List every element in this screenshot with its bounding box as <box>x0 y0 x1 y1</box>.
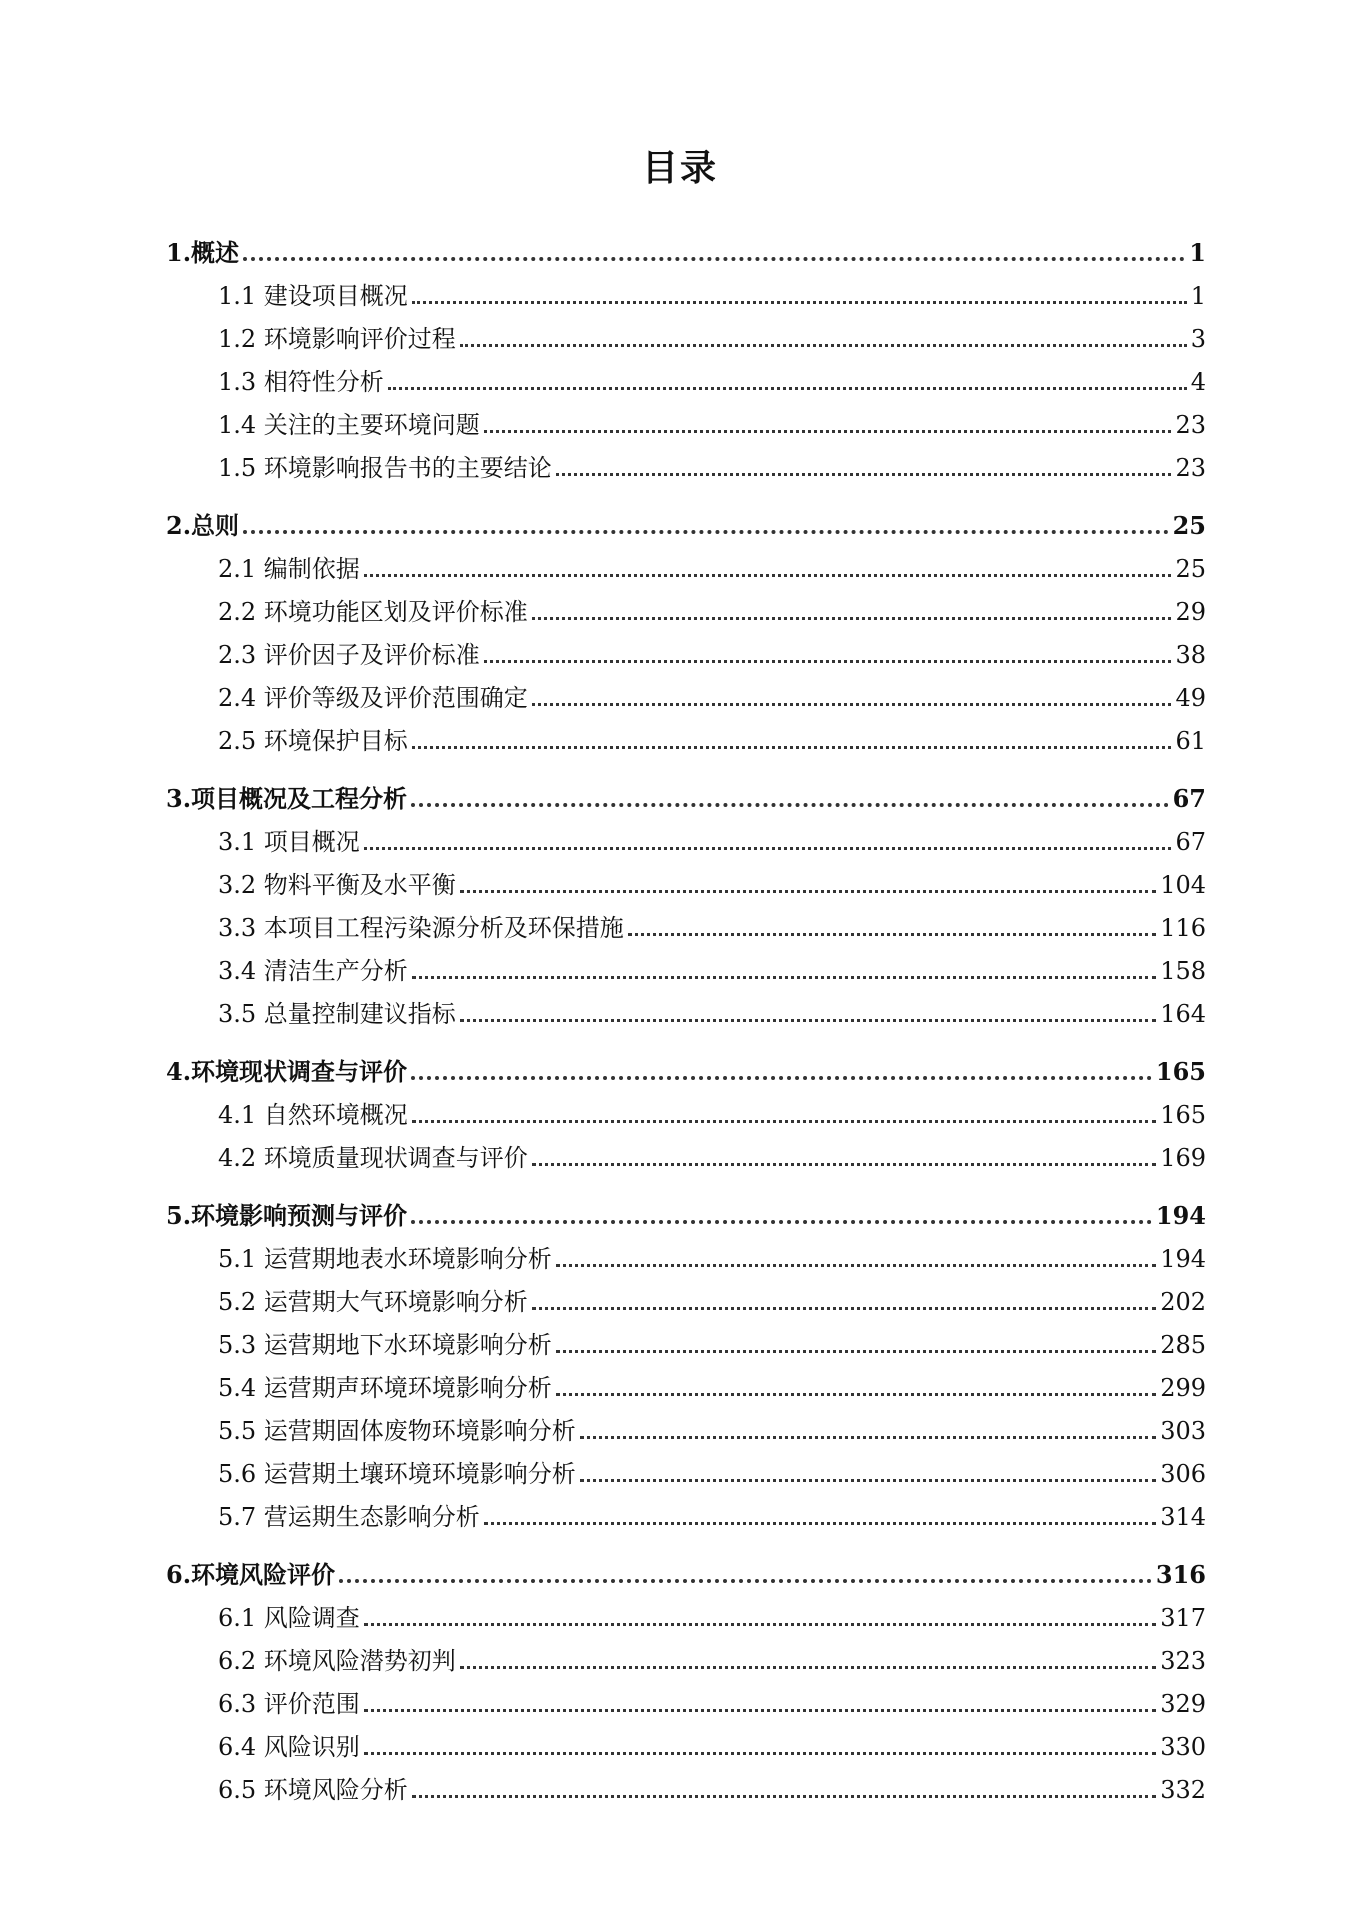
section-label: 1.1 建设项目概况 <box>218 282 408 310</box>
page-number: 3 <box>1190 325 1206 353</box>
dot-leader <box>412 300 1187 304</box>
toc-section-entry[interactable] <box>166 627 1206 670</box>
page-number: 25 <box>1175 555 1206 583</box>
section-label: 4.2 环境质量现状调查与评价 <box>218 1144 528 1172</box>
toc-chapter-entry[interactable] <box>166 210 1206 268</box>
page-number: 1 <box>1189 238 1206 267</box>
toc-section-entry[interactable] <box>166 814 1206 857</box>
dot-leader <box>580 1478 1156 1482</box>
page-number: 194 <box>1160 1245 1206 1273</box>
toc-section-entry[interactable] <box>166 1360 1206 1403</box>
dot-leader <box>411 802 1169 807</box>
page-number: 23 <box>1175 454 1206 482</box>
page-number: 285 <box>1160 1331 1206 1359</box>
page-number: 323 <box>1160 1647 1206 1675</box>
section-label: 1.2 环境影响评价过程 <box>218 325 456 353</box>
chapter-label: 1.概述 <box>166 238 240 267</box>
page-number: 299 <box>1160 1374 1206 1402</box>
page-number: 158 <box>1160 957 1206 985</box>
toc-section-entry[interactable] <box>166 311 1206 354</box>
page-number: 316 <box>1155 1560 1206 1589</box>
toc-section-entry[interactable] <box>166 1719 1206 1762</box>
toc-section-entry[interactable] <box>166 857 1206 900</box>
page-number: 67 <box>1175 828 1206 856</box>
dot-leader <box>580 1435 1156 1439</box>
toc-chapter-entry[interactable] <box>166 1029 1206 1087</box>
section-label: 3.3 本项目工程污染源分析及环保措施 <box>218 914 624 942</box>
page-number: 194 <box>1155 1201 1206 1230</box>
page-number: 23 <box>1175 411 1206 439</box>
section-label: 1.4 关注的主要环境问题 <box>218 411 480 439</box>
section-label: 3.1 项目概况 <box>218 828 360 856</box>
dot-leader <box>556 1349 1156 1353</box>
dot-leader <box>339 1578 1152 1583</box>
dot-leader <box>412 745 1172 749</box>
page-number: 1 <box>1190 282 1206 310</box>
dot-leader <box>484 659 1172 663</box>
toc-chapter-entry[interactable] <box>166 1532 1206 1590</box>
chapter-label: 3.项目概况及工程分析 <box>166 784 408 813</box>
toc-section-entry[interactable] <box>166 1317 1206 1360</box>
page-number: 164 <box>1160 1000 1206 1028</box>
dot-leader <box>364 1751 1156 1755</box>
dot-leader <box>243 529 1169 534</box>
section-label: 5.1 运营期地表水环境影响分析 <box>218 1245 552 1273</box>
dot-leader <box>460 1665 1156 1669</box>
section-label: 2.4 评价等级及评价范围确定 <box>218 684 528 712</box>
page-number: 104 <box>1160 871 1206 899</box>
page-number: 29 <box>1175 598 1206 626</box>
section-label: 5.6 运营期土壤环境环境影响分析 <box>218 1460 576 1488</box>
dot-leader <box>556 1263 1156 1267</box>
page-number: 303 <box>1160 1417 1206 1445</box>
chapter-label: 5.环境影响预测与评价 <box>166 1201 408 1230</box>
dot-leader <box>388 386 1187 390</box>
section-label: 6.1 风险调查 <box>218 1604 360 1632</box>
page-number: 38 <box>1175 641 1206 669</box>
toc-section-entry[interactable] <box>166 986 1206 1029</box>
section-label: 2.5 环境保护目标 <box>218 727 408 755</box>
toc-section-entry[interactable] <box>166 268 1206 311</box>
section-label: 5.7 营运期生态影响分析 <box>218 1503 480 1531</box>
toc-section-entry[interactable] <box>166 397 1206 440</box>
section-label: 6.2 环境风险潜势初判 <box>218 1647 456 1675</box>
dot-leader <box>484 1521 1156 1525</box>
toc-section-entry[interactable] <box>166 1403 1206 1446</box>
toc-section-entry[interactable] <box>166 670 1206 713</box>
page-number: 49 <box>1175 684 1206 712</box>
dot-leader <box>364 846 1172 850</box>
page-number: 169 <box>1160 1144 1206 1172</box>
section-label: 5.4 运营期声环境环境影响分析 <box>218 1374 552 1402</box>
toc-section-entry[interactable] <box>166 354 1206 397</box>
page-number: 317 <box>1160 1604 1206 1632</box>
dot-leader <box>556 472 1172 476</box>
dot-leader <box>532 702 1172 706</box>
toc-section-entry[interactable] <box>166 440 1206 483</box>
page-number: 165 <box>1155 1057 1206 1086</box>
dot-leader <box>460 1018 1156 1022</box>
dot-leader <box>411 1075 1152 1080</box>
section-label: 2.2 环境功能区划及评价标准 <box>218 598 528 626</box>
dot-leader <box>412 975 1156 979</box>
toc-title: 目录 <box>641 147 718 189</box>
toc-section-entry[interactable] <box>166 713 1206 756</box>
toc-chapter-entry[interactable] <box>166 1173 1206 1231</box>
page-number: 116 <box>1160 914 1206 942</box>
toc-section-entry[interactable] <box>166 1130 1206 1173</box>
page-number: 61 <box>1175 727 1206 755</box>
toc-section-entry[interactable] <box>166 541 1206 584</box>
dot-leader <box>364 1622 1156 1626</box>
page-number: 314 <box>1160 1503 1206 1531</box>
toc-section-entry[interactable] <box>166 900 1206 943</box>
toc-section-entry[interactable] <box>166 1762 1206 1805</box>
toc-list <box>166 210 1206 1805</box>
toc-chapter-entry[interactable] <box>166 483 1206 541</box>
toc-section-entry[interactable] <box>166 1231 1206 1274</box>
section-label: 1.5 环境影响报告书的主要结论 <box>218 454 552 482</box>
toc-section-entry[interactable] <box>166 943 1206 986</box>
page-number: 306 <box>1160 1460 1206 1488</box>
page-number: 332 <box>1160 1776 1206 1804</box>
page-number: 67 <box>1172 784 1206 813</box>
section-label: 5.2 运营期大气环境影响分析 <box>218 1288 528 1316</box>
toc-section-entry[interactable] <box>166 1633 1206 1676</box>
toc-section-entry[interactable] <box>166 584 1206 627</box>
toc-section-entry[interactable] <box>166 1590 1206 1633</box>
section-label: 4.1 自然环境概况 <box>218 1101 408 1129</box>
toc-chapter-entry[interactable] <box>166 756 1206 814</box>
toc-section-entry[interactable] <box>166 1087 1206 1130</box>
page-number: 330 <box>1160 1733 1206 1761</box>
toc-section-entry[interactable] <box>166 1446 1206 1489</box>
dot-leader <box>243 256 1185 261</box>
dot-leader <box>556 1392 1156 1396</box>
section-label: 6.5 环境风险分析 <box>218 1776 408 1804</box>
dot-leader <box>364 573 1172 577</box>
dot-leader <box>412 1794 1156 1798</box>
toc-section-entry[interactable] <box>166 1489 1206 1532</box>
dot-leader <box>532 1306 1156 1310</box>
section-label: 3.4 清洁生产分析 <box>218 957 408 985</box>
dot-leader <box>460 889 1156 893</box>
section-label: 3.5 总量控制建议指标 <box>218 1000 456 1028</box>
dot-leader <box>411 1219 1152 1224</box>
section-label: 1.3 相符性分析 <box>218 368 384 396</box>
section-label: 5.3 运营期地下水环境影响分析 <box>218 1331 552 1359</box>
section-label: 3.2 物料平衡及水平衡 <box>218 871 456 899</box>
page-number: 4 <box>1190 368 1206 396</box>
dot-leader <box>628 932 1156 936</box>
page-number: 165 <box>1160 1101 1206 1129</box>
page-number: 25 <box>1172 511 1206 540</box>
dot-leader <box>532 616 1172 620</box>
section-label: 5.5 运营期固体废物环境影响分析 <box>218 1417 576 1445</box>
chapter-label: 2.总则 <box>166 511 240 540</box>
dot-leader <box>412 1119 1156 1123</box>
toc-section-entry[interactable] <box>166 1274 1206 1317</box>
page-number: 202 <box>1160 1288 1206 1316</box>
dot-leader <box>532 1162 1156 1166</box>
toc-section-entry[interactable] <box>166 1676 1206 1719</box>
chapter-label: 4.环境现状调查与评价 <box>166 1057 408 1086</box>
dot-leader <box>484 429 1172 433</box>
section-label: 6.4 风险识别 <box>218 1733 360 1761</box>
dot-leader <box>364 1708 1156 1712</box>
section-label: 2.1 编制依据 <box>218 555 360 583</box>
dot-leader <box>460 343 1187 347</box>
chapter-label: 6.环境风险评价 <box>166 1560 336 1589</box>
section-label: 2.3 评价因子及评价标准 <box>218 641 480 669</box>
section-label: 6.3 评价范围 <box>218 1690 360 1718</box>
page-number: 329 <box>1160 1690 1206 1718</box>
